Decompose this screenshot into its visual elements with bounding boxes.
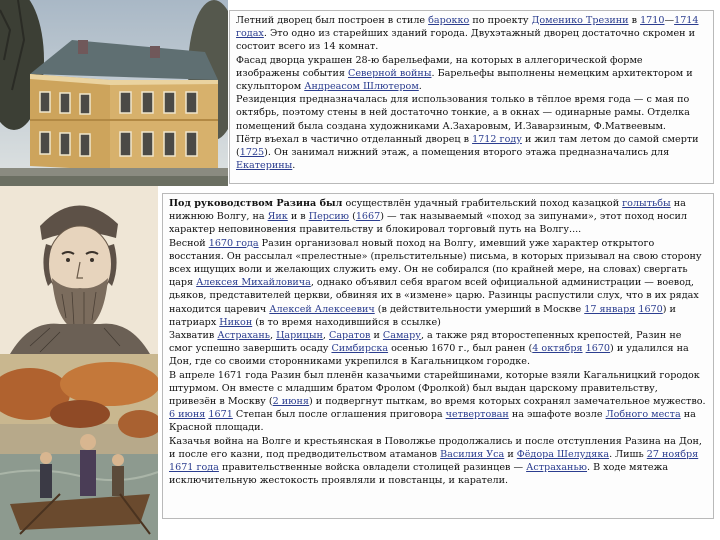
link-2-june[interactable]: 2 июня xyxy=(272,396,309,408)
link-catherine[interactable]: Екатерины xyxy=(236,160,293,172)
text: Летний дворец был построен в стиле xyxy=(236,15,429,26)
link-aleksey-alekseevich[interactable]: Алексей Алексеевич xyxy=(269,303,375,315)
razin-paragraph-2 xyxy=(169,237,708,329)
text: , xyxy=(322,330,329,342)
text: . В ходе мятежа исключительную жестокость проявляли и повстанцы, и каратели. xyxy=(169,462,669,487)
link-yaik[interactable]: Яик xyxy=(267,211,288,223)
palace-paragraph-3: Резиденция предназначалась для использования только в тёплое время года — с мая по октябрь, поэтому стены в ней достаточно тонкие, а в окнах — одинарные рамы. Отделка помещений была создана художниками А.Захаровым, И.Заварзиным, Ф.Матвеевым. xyxy=(236,94,690,132)
link-astrakhan[interactable]: Астрахань xyxy=(217,330,270,342)
link-vasily-us[interactable]: Василия Уса xyxy=(440,448,505,460)
text: . xyxy=(292,160,296,172)
link-1670-year[interactable]: 1670 года xyxy=(208,237,259,249)
text: на Красной площади. xyxy=(169,409,696,434)
text: ). Он занимал нижний этаж, а помещения второго этажа предназначались для xyxy=(264,147,670,159)
text: — xyxy=(664,15,675,26)
text: Казачья война на Волге и крестьянская в Поволжье продолжались и после отступления Разина на Дон, и после его казни, под предводительством атаманов xyxy=(169,435,702,460)
text: ( xyxy=(349,211,356,223)
text: Фасад дворца украшен 28-ю барельефами, на которых в аллегорической форме изображены события xyxy=(236,54,643,79)
link-aleksey-mikhailovich[interactable]: Алексея Михайловича xyxy=(196,277,311,289)
text: (в действительности умерший в Москве xyxy=(374,303,585,315)
text: . Лишь xyxy=(609,448,647,460)
text: правительственные войска овладели столицей разинцев — xyxy=(218,462,527,474)
link-lobnoe-mesto[interactable]: Лобного места xyxy=(605,409,681,421)
painting-illustration xyxy=(0,354,158,540)
link-schluter[interactable]: Андреасом Шлютером xyxy=(304,81,419,93)
razin-paragraph-1 xyxy=(169,197,708,237)
text: Захватив xyxy=(169,330,218,342)
text: на эшафоте возле xyxy=(508,409,606,421)
palace-paragraph-2 xyxy=(236,54,708,94)
link-1670[interactable]: 1670 xyxy=(638,303,663,315)
portrait-illustration xyxy=(0,186,158,354)
text: . Это одно из старейших зданий города. Двухэтажный дворец достаточно скромен и состоит всего из 14 комнат. xyxy=(236,28,695,53)
text: . Барельефы выполнены немецким архитектором и скульптором xyxy=(236,67,693,93)
text: на нижнюю Волгу, на xyxy=(169,198,686,223)
link-1712-year[interactable]: 1712 году xyxy=(472,133,522,145)
text: . xyxy=(418,81,422,93)
link-baroque[interactable]: барокко xyxy=(428,15,470,26)
link-tsaritsyn[interactable]: Царицын xyxy=(276,330,323,342)
link-17-january[interactable]: 17 января xyxy=(584,303,636,315)
link-1710[interactable]: 1710 xyxy=(640,15,665,26)
text: ) и удалился на Дон, где со своими сторонниками укрепился в Кагальницком городке. xyxy=(169,343,689,368)
link-1671[interactable]: 1671 xyxy=(208,409,233,421)
link-saratov[interactable]: Саратов xyxy=(329,330,371,342)
link-1670-b[interactable]: 1670 xyxy=(585,343,611,355)
razin-paragraph-4 xyxy=(169,369,708,435)
bold-lead: Под руководством Разина был xyxy=(169,198,343,209)
razin-portrait-image xyxy=(0,186,158,354)
text: и xyxy=(370,330,383,342)
link-astrakhan-b[interactable]: Астраханью xyxy=(526,462,588,474)
text: Разин организовал новый поход на Волгу, имевший уже характер открытого восстания. Он рассылал «прелестные» (прельстительные) письма, в которых призывал на свою сторону всех ищущих воли и желающих служить ему. Он не собирался (по крайней мере, на словах) свергать царя xyxy=(169,237,702,289)
razin-text-panel xyxy=(162,193,714,519)
text: ) — так называемый «поход за зипунами», этот поход носил характер неповиновения правительству и блокировал торговый путь на Волгу.... xyxy=(169,211,688,236)
text: и в xyxy=(287,211,309,223)
link-27-november-1671[interactable]: 27 ноября 1671 года xyxy=(169,448,699,474)
palace-paragraph-4 xyxy=(236,133,708,173)
link-quartered[interactable]: четвертован xyxy=(445,409,509,421)
text: (в то время находившийся в ссылке) xyxy=(252,316,441,328)
summer-palace-illustration xyxy=(0,0,228,186)
text: ) и подвергнут пыткам, во время которых сохранял замечательное мужество. xyxy=(308,396,706,408)
text: по проекту xyxy=(469,15,532,26)
razin-paragraph-5 xyxy=(169,435,708,488)
razin-painting-image xyxy=(0,354,158,540)
link-persia[interactable]: Персию xyxy=(308,211,350,223)
text: , а также ряд второстепенных крепостей, Разин не смог успешно завершить осаду xyxy=(169,330,682,355)
text: , xyxy=(269,330,277,342)
summer-palace-text-panel xyxy=(229,10,714,184)
link-1714-years[interactable]: 1714 годах xyxy=(236,15,699,40)
link-northern-war[interactable]: Северной войны xyxy=(348,67,432,79)
text: , однако объявил себя врагом всей официальной администрации — воевод, дьяков, представителей церкви, обвиняя их в «измене» царю. Разинцы распустили слух, что в их рядах находится царевич xyxy=(169,277,699,315)
text: и xyxy=(504,448,517,460)
link-samara[interactable]: Самару xyxy=(382,330,421,342)
link-nikon[interactable]: Никон xyxy=(219,316,253,328)
text: ) и патриарх xyxy=(169,303,676,328)
link-6-june[interactable]: 6 июня xyxy=(169,409,206,421)
link-1667[interactable]: 1667 xyxy=(355,211,381,223)
text: Весной xyxy=(169,237,209,249)
text: В апреле 1671 года Разин был пленён казачьими старейшинами, которые взяли Кагальницкий городок штурмом. Он вместе с младшим братом Фролом (Фролкой) был выдан царскому правительству, привезён в Москву ( xyxy=(169,369,700,408)
link-simbirsk[interactable]: Симбирска xyxy=(331,343,389,355)
text: Степан был после оглашения приговора xyxy=(232,409,446,421)
link-4-october[interactable]: 4 октября xyxy=(532,343,583,355)
text: осуществлён удачный грабительский поход казацкой xyxy=(342,198,623,209)
link-golytba[interactable]: голытьбы xyxy=(622,198,671,209)
link-1725[interactable]: 1725 xyxy=(239,147,265,159)
summer-palace-image xyxy=(0,0,228,186)
text: в xyxy=(628,15,641,26)
link-trezzini[interactable]: Доменико Трезини xyxy=(531,15,629,26)
palace-paragraph-1 xyxy=(236,14,708,54)
text: и жил там летом до самой смерти ( xyxy=(236,133,699,159)
link-fedor-sheludyak[interactable]: Фёдора Шелудяка xyxy=(516,448,610,460)
text: осенью 1670 г., был ранен ( xyxy=(388,343,533,355)
text: Пётр въехал в частично отделанный дворец в xyxy=(236,133,473,145)
razin-paragraph-3 xyxy=(169,329,708,369)
